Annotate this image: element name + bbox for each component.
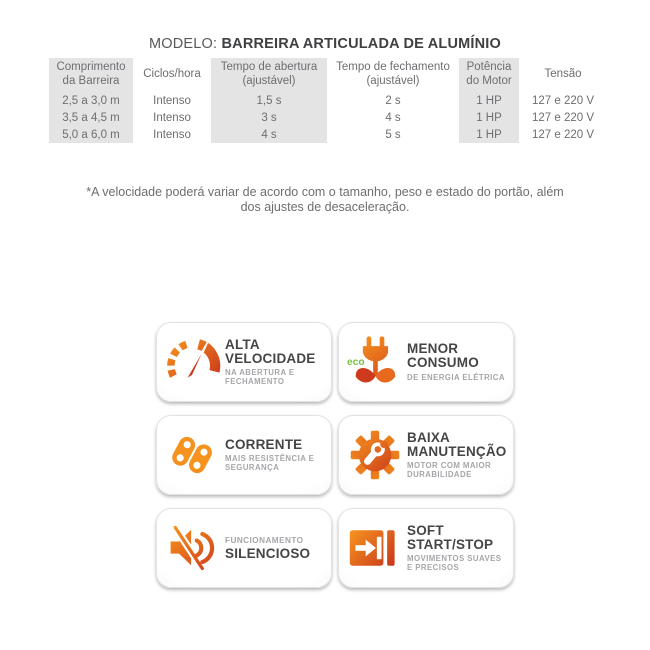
badge-icon-slot <box>163 425 223 485</box>
badge-icon-slot <box>345 332 405 392</box>
table-cell: 1,5 s <box>211 92 327 109</box>
badge-icon-slot <box>163 332 223 392</box>
badge-subtitle: MOTOR COM MAIOR DURABILIDADE <box>407 461 492 480</box>
table-cell: Intenso <box>153 94 191 107</box>
table-cell: 127 e 220 V <box>531 128 595 141</box>
badge-title: SOFT START/STOP <box>407 522 494 552</box>
badge-title: BAIXA MANUTENÇÃO <box>407 429 507 459</box>
badge-title: SILENCIOSO <box>225 545 311 561</box>
badge-text <box>407 524 511 573</box>
footnote: *A velocidade poderá variar de acordo com o tamanho, peso e estado do portão, além dos ajustes de desaceleração. <box>86 185 564 214</box>
table-cell: Intenso <box>153 111 191 124</box>
table-cell: 3 s <box>211 109 327 126</box>
table-header-row <box>49 58 605 92</box>
feature-badge <box>338 508 514 588</box>
feature-badge <box>338 415 514 495</box>
table-cell: 3,5 a 4,5 m <box>49 109 133 126</box>
feature-badge <box>338 322 514 402</box>
table-row <box>49 92 605 109</box>
badge-icon-slot <box>163 518 223 578</box>
table-cell: 1 HP <box>459 92 519 109</box>
gear-wrench-icon <box>347 427 403 483</box>
badge-title: MENOR CONSUMO <box>407 341 479 371</box>
product-name: BARREIRA ARTICULADA DE ALUMÍNIO <box>221 36 502 52</box>
spec-table <box>47 58 607 143</box>
badge-icon-slot <box>345 425 405 485</box>
table-cell: 5 s <box>385 128 401 141</box>
muted-speaker-icon <box>165 520 221 576</box>
feature-badge <box>156 322 332 402</box>
table-row <box>49 109 605 126</box>
table-cell: 2,5 a 3,0 m <box>49 92 133 109</box>
badge-title: CORRENTE <box>225 436 303 452</box>
badge-text <box>225 438 327 473</box>
speedometer-icon <box>165 334 221 390</box>
column-header: Ciclos/hora <box>143 68 201 81</box>
badge-subtitle: FUNCIONAMENTO <box>225 535 304 545</box>
badge-text <box>225 536 310 561</box>
column-header: Tempo de fechamento (ajustável) <box>336 61 450 87</box>
eco-label: eco <box>347 356 365 368</box>
table-cell: 4 s <box>385 111 401 124</box>
table-cell: Intenso <box>153 128 191 141</box>
model-label: MODELO: <box>148 36 218 52</box>
column-header: Potência do Motor <box>459 58 519 92</box>
table-row <box>49 126 605 143</box>
badge-subtitle: DE ENERGIA ELÉTRICA <box>407 372 505 382</box>
table-cell: 1 HP <box>459 109 519 126</box>
table-cell: 2 s <box>385 94 401 107</box>
badge-title: ALTA VELOCIDADE <box>225 336 316 366</box>
feature-badges <box>156 322 514 588</box>
column-header: Tensão <box>544 68 582 81</box>
badge-icon-slot <box>345 518 405 578</box>
badge-text <box>225 338 329 387</box>
page-title <box>0 36 650 52</box>
soft-start-icon <box>347 520 403 576</box>
table-cell: 4 s <box>211 126 327 143</box>
table-cell: 1 HP <box>459 126 519 143</box>
column-header: Tempo de abertura (ajustável) <box>211 58 327 92</box>
feature-badge <box>156 415 332 495</box>
table-cell: 127 e 220 V <box>531 111 595 124</box>
badge-text <box>407 342 511 382</box>
table-cell: 127 e 220 V <box>531 94 595 107</box>
badge-subtitle: MOVIMENTOS SUAVES E PRECISOS <box>407 554 502 573</box>
chain-icon <box>165 427 221 483</box>
badge-subtitle: NA ABERTURA E FECHAMENTO <box>225 368 295 387</box>
column-header: Comprimento da Barreira <box>49 58 133 92</box>
eco-plug-icon <box>347 334 403 390</box>
table-cell: 5,0 a 6,0 m <box>49 126 133 143</box>
badge-subtitle: MAIS RESISTÊNCIA E SEGURANÇA <box>225 454 315 473</box>
feature-badge <box>156 508 332 588</box>
badge-text <box>407 431 511 480</box>
